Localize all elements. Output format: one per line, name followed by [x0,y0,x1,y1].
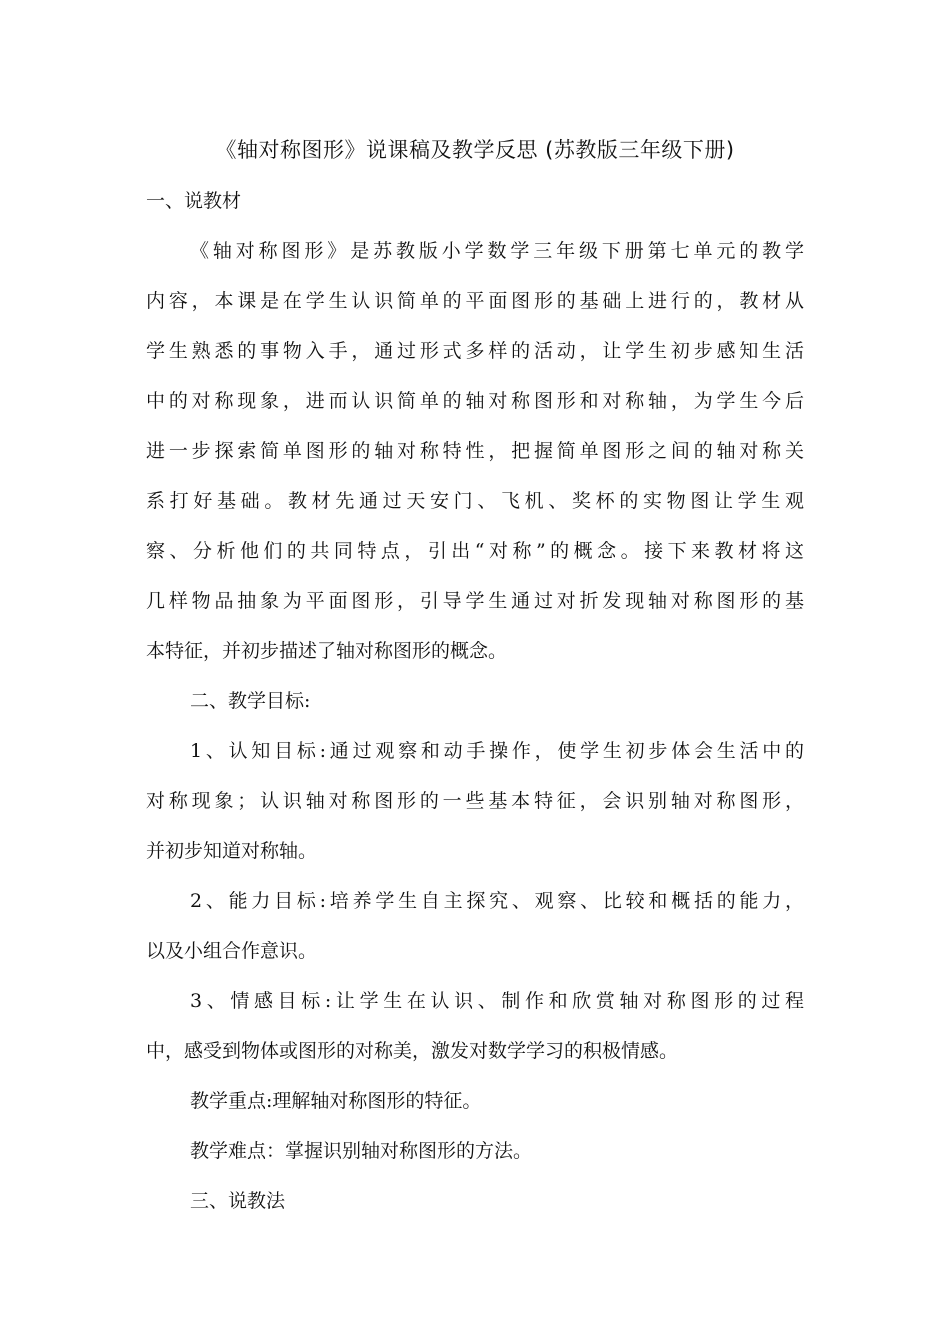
document-title: 《轴对称图形》说课稿及教学反思 (苏教版三年级下册) [215,138,735,162]
paragraph-line: 中，感受到物体或图形的对称美，激发对数学学习的积极情感。 [146,1040,679,1062]
paragraph-line: 本特征，并初步描述了轴对称图形的概念。 [146,640,508,662]
paragraph-line: 3、情感目标:让学生在认识、制作和欣赏轴对称图形的过程 [190,990,804,1012]
section-heading-teaching-goals: 二、教学目标: [190,690,311,712]
paragraph-line: 以及小组合作意识。 [146,940,318,962]
paragraph-line: 系打好基础。教材先通过天安门、飞机、奖杯的实物图让学生观 [146,490,804,512]
paragraph-line: 对称现象；认识轴对称图形的一些基本特征，会识别轴对称图形， [146,790,804,812]
difficulty-line: 教学难点：掌握识别轴对称图形的方法。 [190,1140,533,1162]
paragraph-line: 并初步知道对称轴。 [146,840,318,862]
paragraph-line: 《轴对称图形》是苏教版小学数学三年级下册第七单元的教学 [190,240,804,262]
paragraph-line: 察、分析他们的共同特点，引出“对称”的概念。接下来教材将这 [146,540,804,562]
paragraph-line: 中的对称现象，进而认识简单的轴对称图形和对称轴，为学生今后 [146,390,804,412]
paragraph-line: 进一步探索简单图形的轴对称特性，把握简单图形之间的轴对称关 [146,440,804,462]
paragraph-line: 几样物品抽象为平面图形，引导学生通过对折发现轴对称图形的基 [146,590,804,612]
paragraph-line: 内容，本课是在学生认识简单的平面图形的基础上进行的，教材从 [146,290,804,312]
section-heading-teaching-material: 一、说教材 [146,190,242,212]
paragraph-line: 2、能力目标:培养学生自主探究、观察、比较和概括的能力， [190,890,804,912]
paragraph-line: 1、认知目标:通过观察和动手操作，使学生初步体会生活中的 [190,740,804,762]
key-point-line: 教学重点:理解轴对称图形的特征。 [190,1090,482,1112]
paragraph-line: 学生熟悉的事物入手，通过形式多样的活动，让学生初步感知生活 [146,340,804,362]
section-heading-teaching-method: 三、说教法 [190,1190,286,1212]
